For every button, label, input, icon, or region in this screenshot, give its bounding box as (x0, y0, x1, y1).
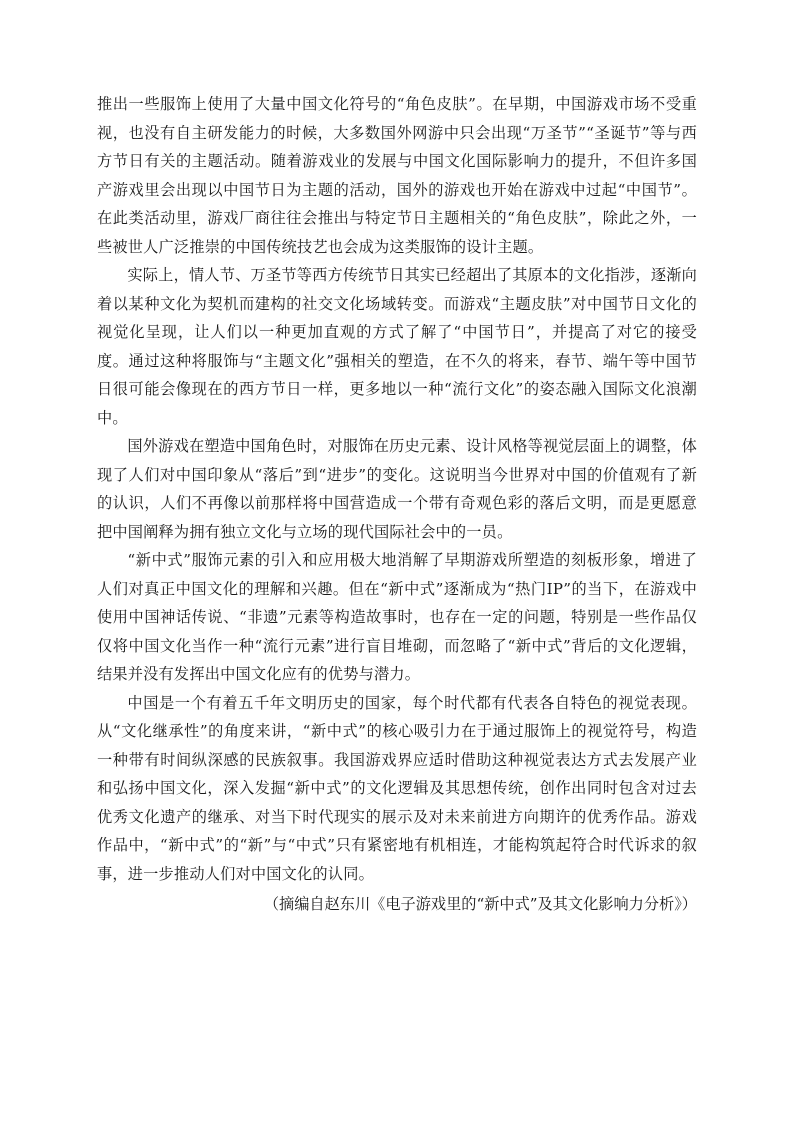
paragraph-5: 中国是一个有着五千年文明历史的国家，每个时代都有代表各自特色的视觉表现。从“文化继承性”的角度来讲，“新中式”的核心吸引力在于通过服饰上的视觉符号，构造一种带有时间纵深感的民族叙事。我国游戏界应适时借助这种视觉表达方式去发展产业和弘扬中国文化，深入发掘“新中式”的文化逻辑及其思想传统，创作出同时包含对过去优秀文化遗产的继承、对当下时代现实的展示及对未来前进方向期许的优秀作品。游戏作品中，“新中式”的“新”与“中式”只有紧密地有机相连，才能构筑起符合时代诉求的叙事，进一步推动人们对中国文化的认同。 (97, 693, 697, 883)
paragraph-3: 国外游戏在塑造中国角色时，对服饰在历史元素、设计风格等视觉层面上的调整，体现了人们对中国印象从“落后”到“进步”的变化。这说明当今世界对中国的价值观有了新的认识，人们不再像以前那样将中国营造成一个带有奇观色彩的落后文明，而是更愿意把中国阐释为拥有独立文化与立场的现代国际社会中的一员。 (97, 437, 697, 541)
document-page (97, 90, 697, 919)
paragraph-2: 实际上，情人节、万圣节等西方传统节日其实已经超出了其原本的文化指涉，逐渐向着以某种文化为契机而建构的社交文化场域转变。而游戏“主题皮肤”对中国节日文化的视觉化呈现，让人们以一种更加直观的方式了解了“中国节日”，并提高了对它的接受度。通过这种将服饰与“主题文化”强相关的塑造，在不久的将来，春节、端午等中国节日很可能会像现在的西方节日一样，更多地以一种“流行文化”的姿态融入国际文化浪潮中。 (97, 266, 697, 427)
paragraph-1: 推出一些服饰上使用了大量中国文化符号的“角色皮肤”。在早期，中国游戏市场不受重视，也没有自主研发能力的时候，大多数国外网游中只会出现“万圣节”“圣诞节”等与西方节日有关的主题活动。随着游戏业的发展与中国文化国际影响力的提升，不但许多国产游戏里会出现以中国节日为主题的活动，国外的游戏也开始在游戏中过起“中国节”。在此类活动里，游戏厂商往往会推出与特定节日主题相关的“角色皮肤”，除此之外，一些被世人广泛推崇的中国传统技艺也会成为这类服饰的设计主题。 (97, 95, 697, 256)
source-citation: （摘编自赵东川《电子游戏里的“新中式”及其文化影响力分析》） (263, 895, 697, 913)
paragraph-4: “新中式”服饰元素的引入和应用极大地消解了早期游戏所塑造的刻板形象，增进了人们对真正中国文化的理解和兴趣。但在“新中式”逐渐成为“热门IP”的当下，在游戏中使用中国神话传说、“非遗”元素等构造故事时，也存在一定的问题，特别是一些作品仅仅将中国文化当作一种“流行元素”进行盲目堆砌，而忽略了“新中式”背后的文化逻辑，结果并没有发挥出中国文化应有的优势与潜力。 (97, 551, 697, 683)
